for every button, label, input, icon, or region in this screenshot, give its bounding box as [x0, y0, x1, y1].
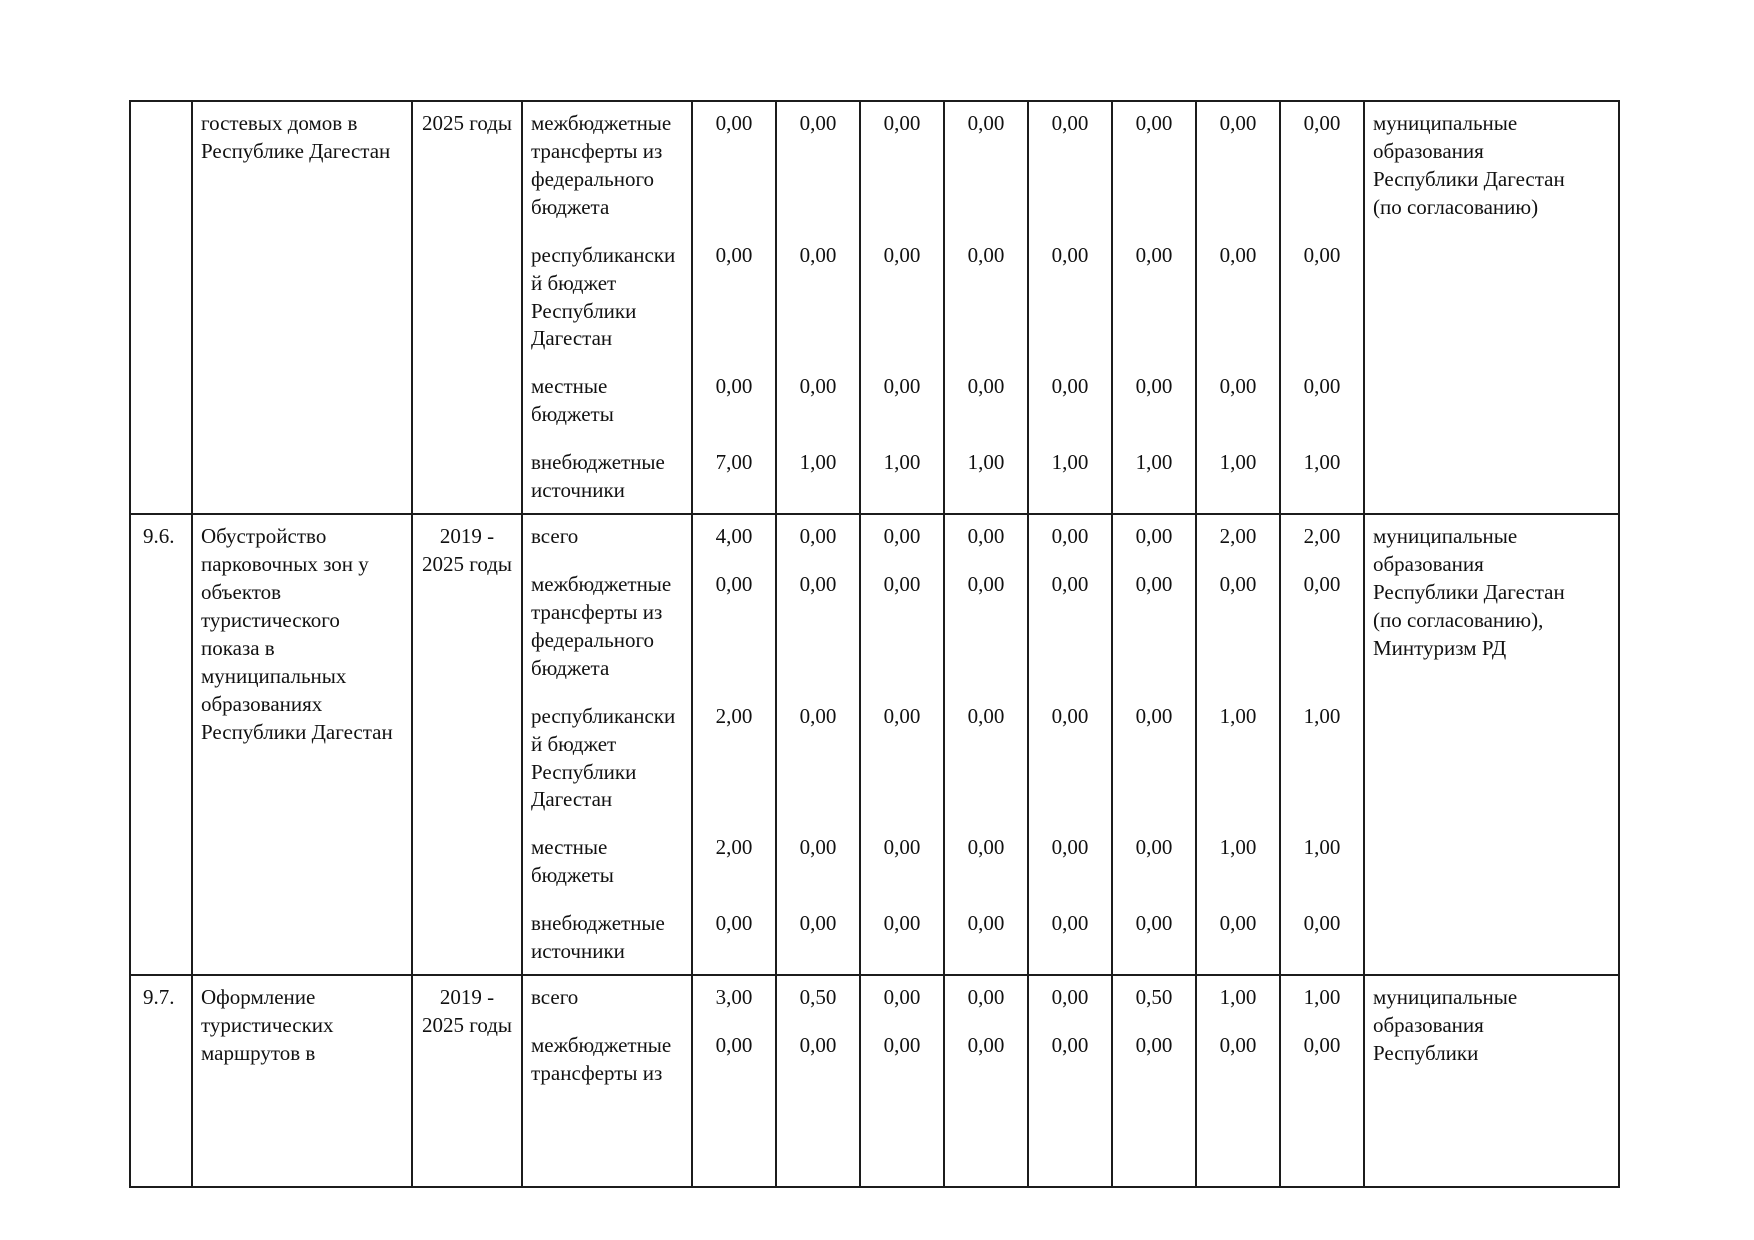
- funding-value-cell: 1,00: [1195, 976, 1279, 1032]
- funding-source-label: всего: [521, 976, 691, 1032]
- funding-value-cell: 0,00: [859, 703, 943, 835]
- funding-value-cell: 0,00: [1027, 571, 1111, 703]
- funding-sub-row: [521, 571, 1363, 703]
- funding-sub-row: [521, 373, 1363, 449]
- funding-value-cell: 0,00: [943, 373, 1027, 449]
- funding-source-label: всего: [521, 515, 691, 571]
- table-row: [131, 102, 1618, 513]
- funding-value-cell: 0,00: [943, 834, 1027, 910]
- funding-value-cell: 1,00: [1195, 834, 1279, 910]
- funding-sub-row: [521, 834, 1363, 910]
- funding-value-cell: 0,00: [1027, 1032, 1111, 1186]
- funding-sub-row: [521, 703, 1363, 835]
- funding-value-cell: 0,00: [1195, 373, 1279, 449]
- table-row: [131, 513, 1618, 974]
- funding-source-label: местные бюджеты: [521, 834, 691, 910]
- funding-value-cell: 4,00: [691, 515, 775, 571]
- funding-value-cell: 0,00: [1195, 1032, 1279, 1186]
- funding-value-cell: 2,00: [1279, 515, 1363, 571]
- funding-value-cell: 0,00: [775, 834, 859, 910]
- funding-value-cell: 0,00: [775, 373, 859, 449]
- funding-value-cell: 1,00: [1195, 703, 1279, 835]
- funding-value-cell: 0,00: [775, 515, 859, 571]
- funding-value-cell: 1,00: [1111, 449, 1195, 513]
- funding-value-cell: 0,00: [691, 242, 775, 374]
- funding-source-label: республикански й бюджет Республики Дагестан: [521, 242, 691, 374]
- funding-value-cell: 0,00: [691, 571, 775, 703]
- funding-sub-row: [521, 242, 1363, 374]
- funding-value-cell: 0,00: [1279, 373, 1363, 449]
- funding-value-cell: 0,00: [1111, 571, 1195, 703]
- funding-value-cell: 0,00: [1279, 571, 1363, 703]
- funding-value-cell: 1,00: [1279, 449, 1363, 513]
- funding-value-cell: 1,00: [943, 449, 1027, 513]
- funding-value-cell: 0,00: [691, 1032, 775, 1186]
- funding-value-cell: 0,00: [691, 910, 775, 974]
- responsible-cell: муниципальные образования Республики: [1363, 976, 1618, 1186]
- years-cell: 2019 - 2025 годы: [411, 976, 521, 1186]
- funding-value-cell: 2,00: [1195, 515, 1279, 571]
- funding-value-cell: 0,50: [1111, 976, 1195, 1032]
- funding-value-cell: 0,00: [943, 571, 1027, 703]
- funding-value-cell: 2,00: [691, 834, 775, 910]
- funding-value-cell: 0,00: [943, 703, 1027, 835]
- funding-value-cell: 1,00: [859, 449, 943, 513]
- funding-block: [521, 515, 1363, 974]
- funding-value-cell: 0,50: [775, 976, 859, 1032]
- row-number-cell: 9.6.: [143, 524, 175, 549]
- funding-value-cell: 0,00: [859, 102, 943, 242]
- funding-source-label: межбюджетные трансферты из федерального бюджета: [521, 571, 691, 703]
- years-cell: 2025 годы: [411, 102, 521, 513]
- funding-value-cell: 0,00: [1279, 1032, 1363, 1186]
- funding-value-cell: 1,00: [1279, 976, 1363, 1032]
- funding-value-cell: 0,00: [1195, 102, 1279, 242]
- funding-value-cell: 0,00: [859, 1032, 943, 1186]
- funding-value-cell: 0,00: [1111, 242, 1195, 374]
- funding-value-cell: 0,00: [691, 373, 775, 449]
- funding-value-cell: 0,00: [1195, 571, 1279, 703]
- funding-value-cell: 0,00: [775, 910, 859, 974]
- funding-value-cell: 0,00: [943, 102, 1027, 242]
- funding-value-cell: 0,00: [943, 976, 1027, 1032]
- funding-value-cell: 1,00: [1027, 449, 1111, 513]
- funding-source-label: межбюджетные трансферты из: [521, 1032, 691, 1186]
- funding-source-label: внебюджетные источники: [521, 449, 691, 513]
- funding-value-cell: 0,00: [859, 976, 943, 1032]
- funding-value-cell: 0,00: [1195, 242, 1279, 374]
- funding-value-cell: 0,00: [1111, 834, 1195, 910]
- funding-sub-row: [521, 515, 1363, 571]
- funding-block: [521, 976, 1363, 1186]
- funding-value-cell: 0,00: [943, 1032, 1027, 1186]
- program-table: [129, 100, 1620, 1188]
- funding-value-cell: 0,00: [1027, 102, 1111, 242]
- funding-value-cell: 0,00: [691, 102, 775, 242]
- funding-value-cell: 0,00: [1279, 102, 1363, 242]
- funding-value-cell: 0,00: [1111, 1032, 1195, 1186]
- funding-value-cell: 0,00: [1027, 703, 1111, 835]
- funding-value-cell: 0,00: [775, 703, 859, 835]
- funding-value-cell: 0,00: [775, 571, 859, 703]
- funding-value-cell: 1,00: [1279, 834, 1363, 910]
- responsible-cell: муниципальные образования Республики Дагестан (по согласованию), Минтуризм РД: [1363, 515, 1618, 974]
- row-number-cell: 9.7.: [143, 985, 175, 1010]
- funding-value-cell: 0,00: [859, 834, 943, 910]
- funding-value-cell: 1,00: [775, 449, 859, 513]
- funding-value-cell: 0,00: [1027, 515, 1111, 571]
- funding-value-cell: 1,00: [1279, 703, 1363, 835]
- funding-value-cell: 0,00: [859, 515, 943, 571]
- funding-value-cell: 0,00: [943, 242, 1027, 374]
- activity-name-cell: Оформление туристических маршрутов в: [191, 976, 411, 1186]
- funding-value-cell: 0,00: [1111, 910, 1195, 974]
- funding-value-cell: 0,00: [1111, 373, 1195, 449]
- funding-value-cell: 1,00: [1195, 449, 1279, 513]
- funding-sub-row: [521, 1032, 1363, 1186]
- funding-value-cell: 0,00: [859, 242, 943, 374]
- funding-value-cell: 0,00: [1279, 242, 1363, 374]
- funding-value-cell: 0,00: [1111, 703, 1195, 835]
- funding-value-cell: 0,00: [1027, 242, 1111, 374]
- funding-source-label: республикански й бюджет Республики Дагестан: [521, 703, 691, 835]
- funding-value-cell: 0,00: [775, 242, 859, 374]
- funding-value-cell: 0,00: [943, 515, 1027, 571]
- row-number-cell: [131, 102, 191, 513]
- funding-value-cell: 2,00: [691, 703, 775, 835]
- funding-value-cell: 0,00: [1027, 373, 1111, 449]
- table-row: [131, 974, 1618, 1186]
- funding-value-cell: 0,00: [775, 102, 859, 242]
- funding-sub-row: [521, 976, 1363, 1032]
- funding-value-cell: 0,00: [775, 1032, 859, 1186]
- funding-value-cell: 0,00: [859, 373, 943, 449]
- years-cell: 2019 - 2025 годы: [411, 515, 521, 974]
- funding-source-label: местные бюджеты: [521, 373, 691, 449]
- activity-name-cell: Обустройство парковочных зон у объектов туристического показа в муниципальных образованиях Республики Дагестан: [191, 515, 411, 974]
- activity-name-cell: гостевых домов в Республике Дагестан: [191, 102, 411, 513]
- funding-value-cell: 0,00: [859, 571, 943, 703]
- funding-value-cell: 0,00: [1195, 910, 1279, 974]
- funding-value-cell: 0,00: [1279, 910, 1363, 974]
- funding-value-cell: 0,00: [1111, 515, 1195, 571]
- funding-source-label: межбюджетные трансферты из федерального бюджета: [521, 102, 691, 242]
- funding-value-cell: 3,00: [691, 976, 775, 1032]
- funding-value-cell: 0,00: [1027, 834, 1111, 910]
- funding-value-cell: 0,00: [1027, 976, 1111, 1032]
- funding-value-cell: 0,00: [943, 910, 1027, 974]
- funding-value-cell: 0,00: [1111, 102, 1195, 242]
- funding-source-label: внебюджетные источники: [521, 910, 691, 974]
- funding-value-cell: 7,00: [691, 449, 775, 513]
- funding-block: [521, 102, 1363, 513]
- funding-sub-row: [521, 910, 1363, 974]
- funding-value-cell: 0,00: [859, 910, 943, 974]
- funding-sub-row: [521, 102, 1363, 242]
- funding-sub-row: [521, 449, 1363, 513]
- funding-value-cell: 0,00: [1027, 910, 1111, 974]
- responsible-cell: муниципальные образования Республики Дагестан (по согласованию): [1363, 102, 1618, 513]
